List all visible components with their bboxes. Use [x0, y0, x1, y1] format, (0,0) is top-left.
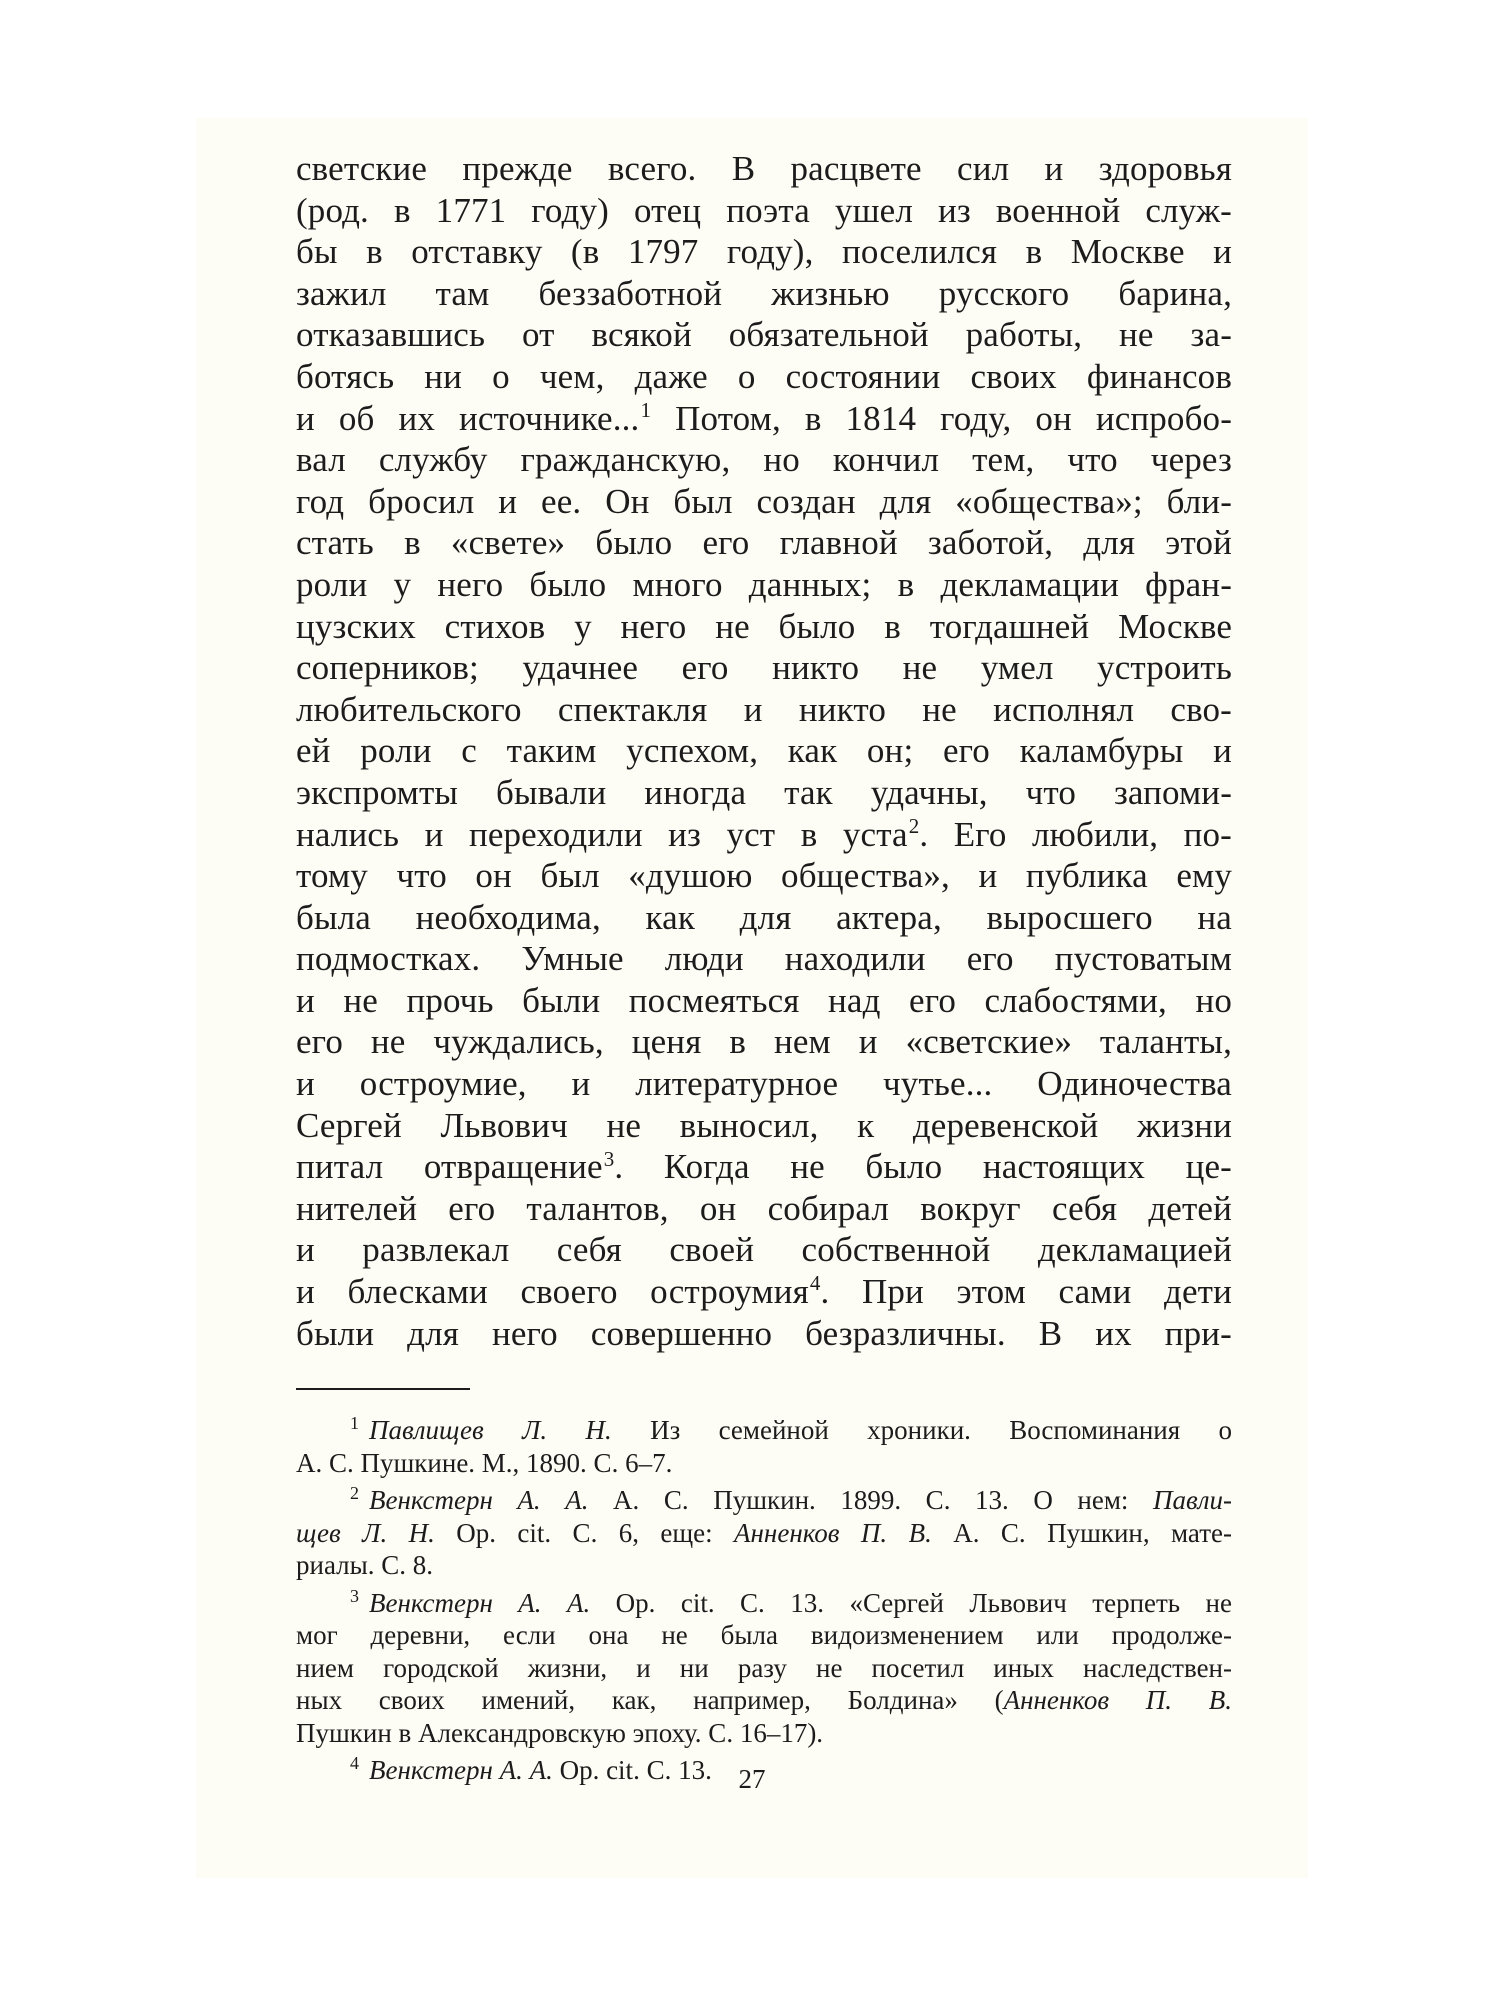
footnotes [296, 1414, 1232, 1792]
footnote-author: Венкстерн А. А. [369, 1485, 589, 1515]
text-line: и остроумие, и литературное чутье... Одиночества [296, 1064, 1232, 1104]
footnote-line [296, 1684, 1232, 1717]
text-line: и не прочь были посмеяться над его слабостями, но [296, 980, 1232, 1020]
footnote-text: Op. cit. С. 6, еще: [434, 1517, 735, 1548]
footnote [296, 1484, 1232, 1582]
text-line: экспромты бывали иногда так удачны, что запоми- [296, 772, 1232, 812]
text-line [296, 398, 1232, 440]
footnote-author: Анненков П. В. [734, 1517, 932, 1548]
text-line [296, 1271, 1232, 1313]
text-segment: . Когда не было настоящих це- [614, 1147, 1232, 1187]
footnote [296, 1587, 1232, 1750]
text-line: подмостках. Умные люди находили его пустоватым [296, 939, 1232, 979]
text-line: была необходима, как для актера, выросшего на [296, 897, 1232, 937]
text-line: отказавшись от всякой обязательной работы, не за- [296, 315, 1232, 355]
footnote-author: Венкстерн А. А. [369, 1755, 553, 1785]
text-segment: нались и переходили из уст в уста [296, 814, 908, 854]
footnote-text: Из семейной хроники. Воспоминания о [611, 1415, 1232, 1445]
text-line: цузских стихов у него не было в тогдашней Москве [296, 606, 1232, 646]
text-line [296, 1146, 1232, 1188]
footnote-number: 4 [350, 1753, 359, 1773]
footnote-ref: 4 [809, 1271, 821, 1296]
text-segment: . Его любили, по- [919, 814, 1232, 854]
page-number: 27 [738, 1764, 766, 1794]
footnote-divider [296, 1388, 470, 1390]
text-line: ей роли с таким успехом, как он; его каламбуры и [296, 731, 1232, 771]
footnote-line [296, 1414, 1232, 1447]
footnote-line [296, 1587, 1232, 1620]
footnote-line: риалы. С. 8. [296, 1550, 434, 1580]
main-text [296, 148, 1232, 1354]
footnote-author: Анненков П. В. [1003, 1685, 1232, 1715]
footnote-line: мог деревни, если она не была видоизменением или продолже- [296, 1620, 1232, 1650]
footnote-number: 3 [350, 1585, 359, 1606]
text-line: ботясь ни о чем, даже о состоянии своих финансов [296, 356, 1232, 396]
text-line: Сергей Львович не выносил, к деревенской жизни [296, 1105, 1232, 1145]
text-segment: . При этом сами дети [820, 1272, 1232, 1312]
footnote-text: Op. cit. С. 13. [552, 1755, 712, 1785]
footnote-author: Павлищев Л. Н. [369, 1415, 612, 1445]
footnote-text: Op. cit. С. 13. «Сергей Львович терпеть не [590, 1587, 1232, 1618]
text-line: (род. в 1771 году) отец поэта ушел из военной служ- [296, 190, 1232, 230]
text-segment: Потом, в 1814 году, он испробо- [675, 398, 1232, 438]
footnote-ref: 1 [640, 397, 652, 422]
footnote-number: 2 [350, 1483, 359, 1503]
text-line: его не чуждались, ценя в нем и «светские» таланты, [296, 1022, 1232, 1062]
text-segment: и блесками своего остроумия [296, 1272, 809, 1312]
footnote-line: нием городской жизни, и ни разу не посетил иных наследствен- [296, 1652, 1232, 1683]
footnote-author: Венкстерн А. А. [369, 1587, 591, 1618]
text-line: зажил там беззаботной жизнью русского барина, [296, 273, 1232, 313]
text-line: роли у него было много данных; в декламации фран- [296, 564, 1232, 604]
footnote-line: А. С. Пушкине. М., 1890. С. 6–7. [296, 1447, 673, 1478]
text-line: стать в «свете» было его главной заботой, для этой [296, 523, 1232, 563]
text-segment: питал отвращение [296, 1147, 603, 1187]
text-line: год бросил и ее. Он был создан для «общества»; бли- [296, 481, 1232, 521]
footnote-author: щев Л. Н. [296, 1517, 435, 1548]
footnote-number: 1 [350, 1413, 359, 1433]
footnote-ref: 2 [908, 813, 920, 838]
text-line: и развлекал себя своей собственной декламацией [296, 1230, 1232, 1270]
footnote-text: А. С. Пушкин. 1899. С. 13. О нем: [588, 1485, 1154, 1515]
text-line [296, 814, 1232, 856]
text-line: светские прежде всего. В расцвете сил и здоровья [296, 149, 1232, 188]
footnote-line [296, 1517, 1232, 1550]
text-line: любительского спектакля и никто не исполнял сво- [296, 689, 1232, 729]
footnote-line [296, 1484, 1232, 1517]
text-line: вал службу гражданскую, но кончил тем, что через [296, 440, 1232, 480]
text-line: были для него совершенно безразличны. В их при- [296, 1313, 1232, 1353]
footnote [296, 1414, 1232, 1479]
footnote-author: Павли- [1153, 1485, 1232, 1515]
footnote-ref: 3 [603, 1146, 615, 1171]
text-segment: и об их источнике... [296, 398, 640, 438]
book-page [196, 118, 1308, 1878]
text-line: бы в отставку (в 1797 году), поселился в Москве и [296, 232, 1232, 272]
text-line: тому что он был «душою общества», и публика ему [296, 856, 1232, 896]
text-line: соперников; удачнее его никто не умел устроить [296, 648, 1232, 688]
text-line: нителей его талантов, он собирал вокруг себя детей [296, 1188, 1232, 1228]
footnote-line: Пушкин в Александровскую эпоху. С. 16–17). [296, 1717, 824, 1748]
footnote-text: А. С. Пушкин, мате- [931, 1517, 1232, 1548]
footnote-text: ных своих имений, как, например, Болдина» ( [296, 1685, 1004, 1715]
